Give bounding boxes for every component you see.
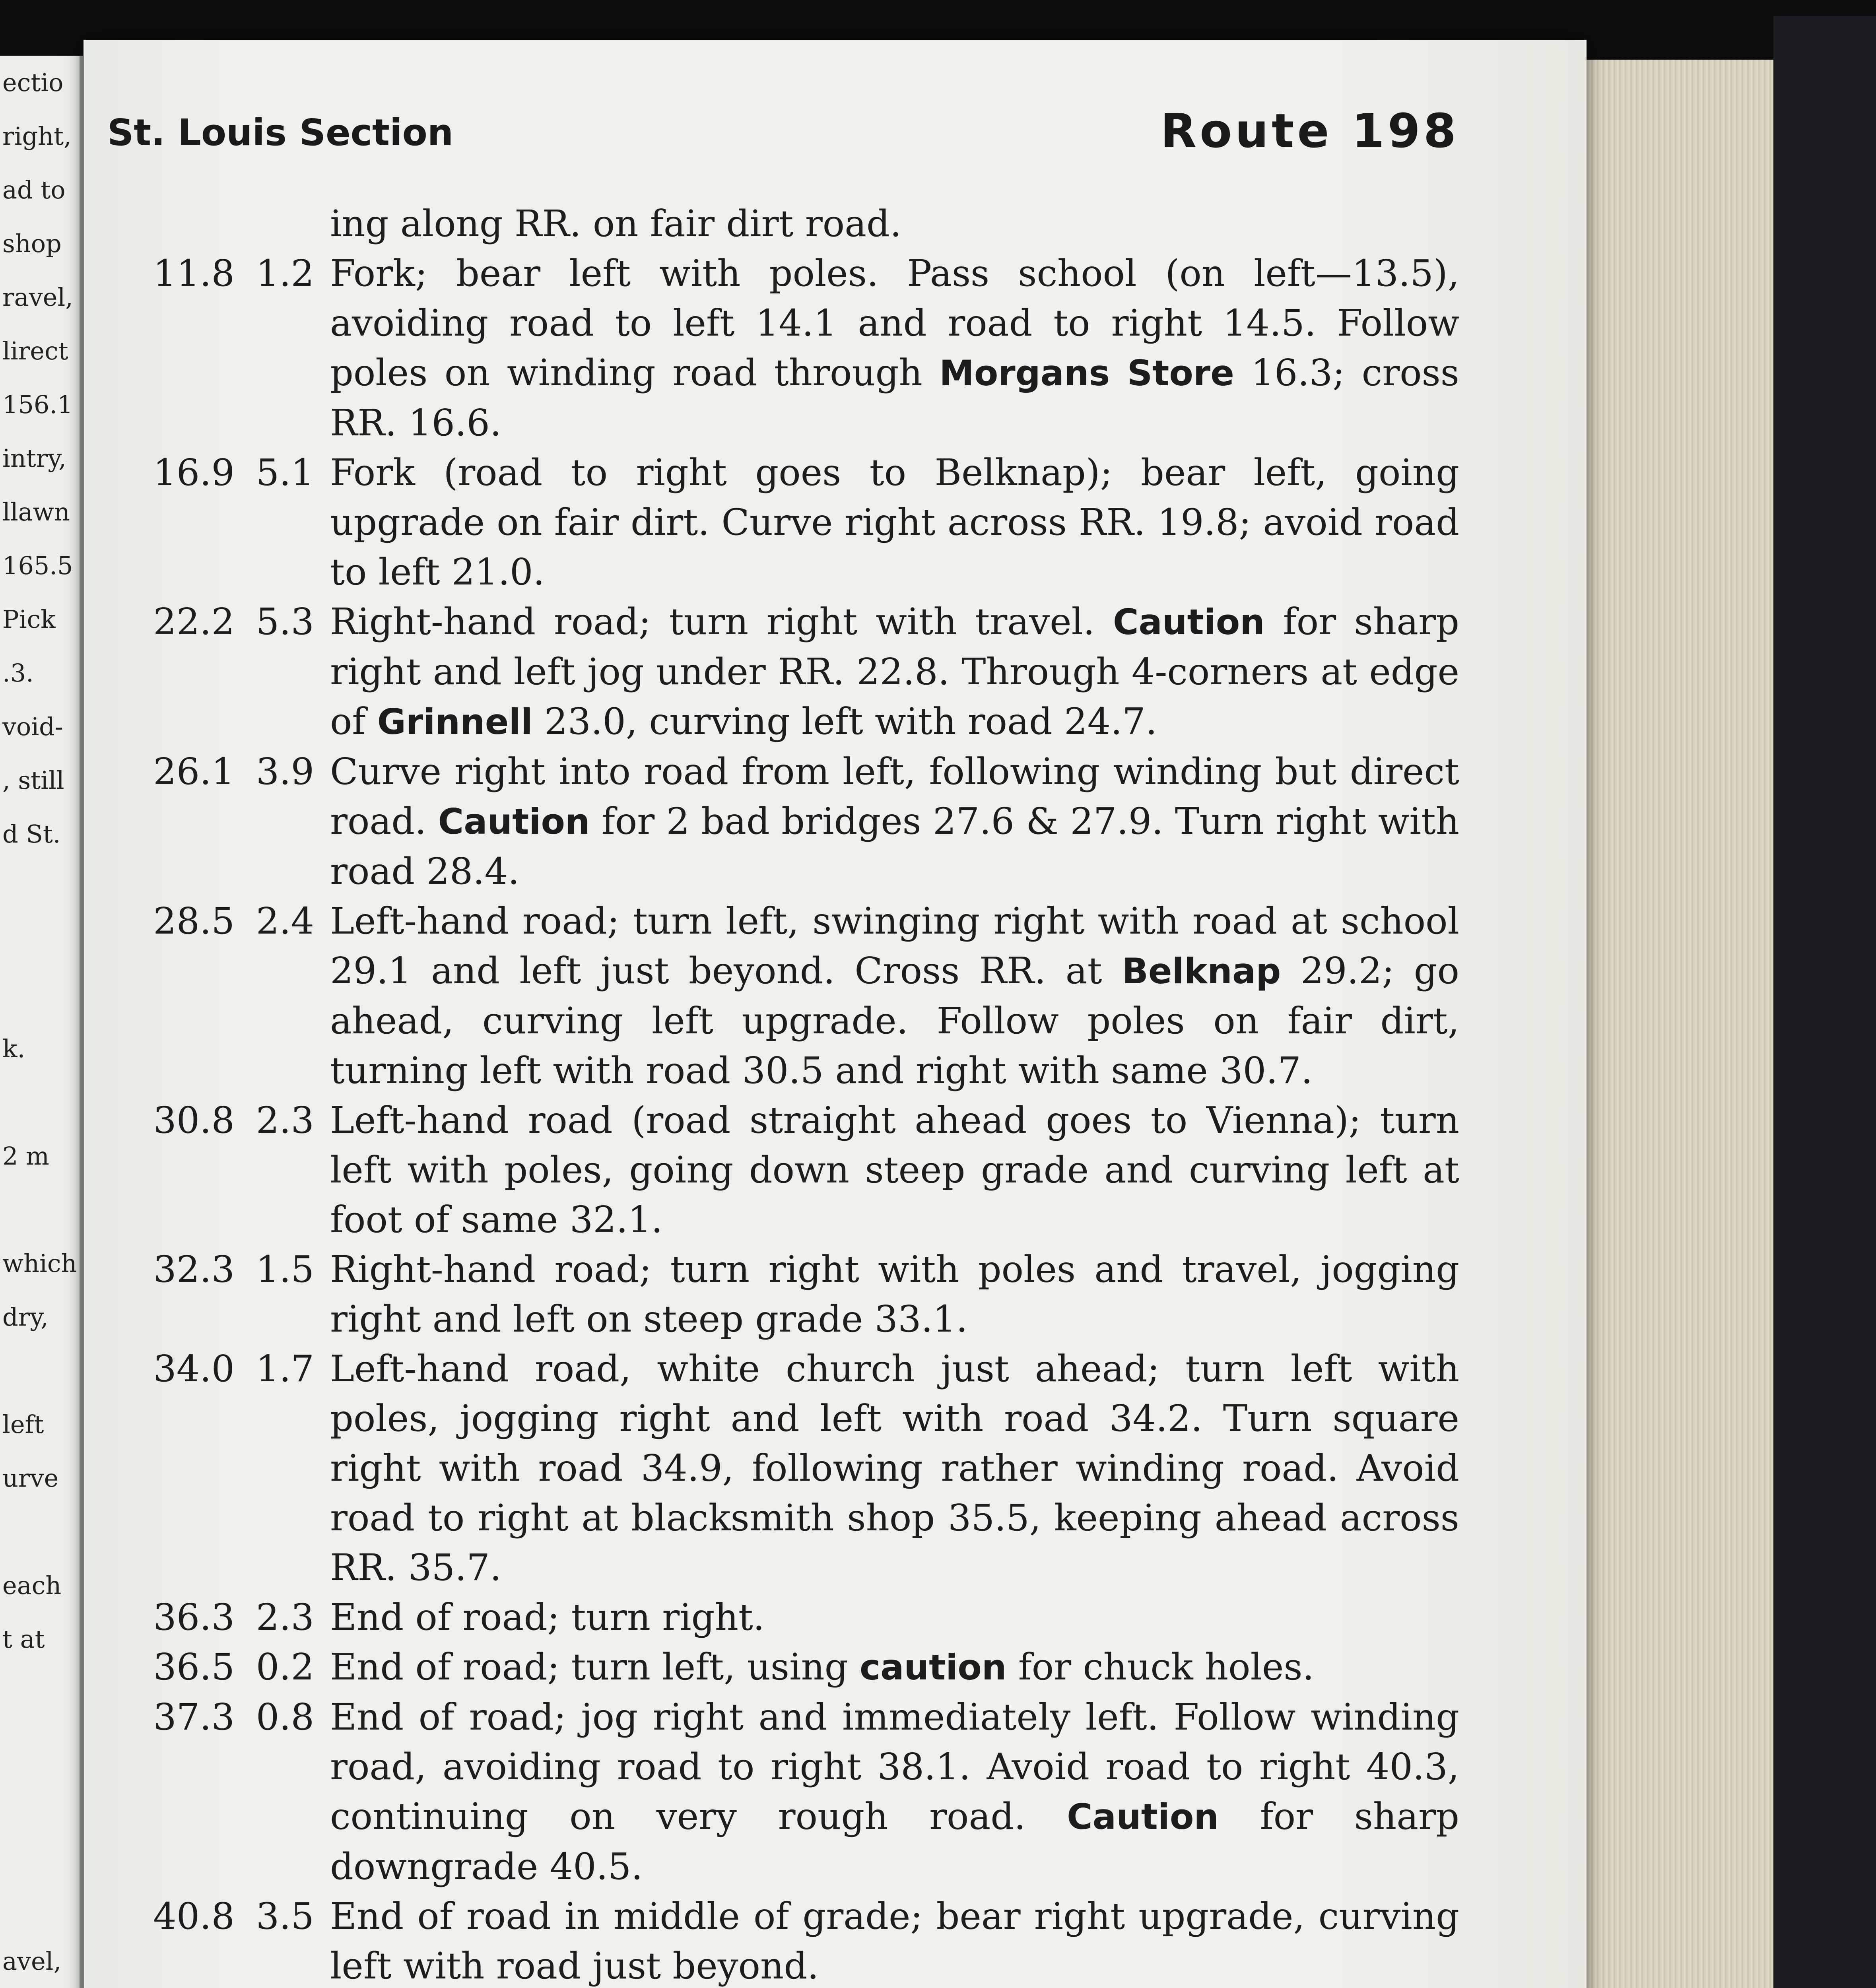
- adjacent-fragment: .3.: [2, 658, 34, 687]
- direction-text: [330, 1692, 1459, 1891]
- interval-mileage: 1.5: [256, 1248, 314, 1291]
- emphasis-text: Caution: [1067, 1796, 1219, 1837]
- route-entry: [95, 1642, 1459, 1692]
- route-entry: [95, 1592, 1459, 1642]
- cumulative-mileage: 34.0: [153, 1347, 235, 1390]
- text-run: Fork (road to right goes to Belknap); bear left, going upgrade on fair dirt. Curve right across RR. 19.8; avoid road to left 21.0.: [330, 451, 1459, 593]
- running-head: [107, 99, 1459, 158]
- emphasis-text: Caution: [1113, 602, 1265, 643]
- adjacent-fragment: [0, 1881, 80, 1934]
- adjacent-fragment: lirect: [2, 336, 68, 365]
- adjacent-fragment: [0, 1666, 80, 1720]
- direction-text: [330, 747, 1459, 896]
- interval-mileage: 1.2: [256, 252, 314, 295]
- interval-mileage: 3.9: [256, 750, 314, 793]
- adjacent-fragment: [0, 1773, 80, 1827]
- route-entry: [95, 1344, 1459, 1592]
- text-run: for sharp right and left jog under RR. 22.8. Through 4-corners at edge of: [330, 600, 1459, 743]
- direction-text: [330, 1891, 1459, 1988]
- adjacent-fragment: shop: [2, 229, 62, 258]
- adjacent-fragment: k.: [2, 1034, 25, 1063]
- text-run: Left-hand road (road straight ahead goes to Vienna); turn left with poles, going down steep grade and curving left at foot of same 32.1.: [330, 1099, 1459, 1241]
- cumulative-mileage: 37.3: [153, 1696, 235, 1738]
- adjacent-fragment: [0, 861, 80, 914]
- route-entries: [95, 199, 1459, 1988]
- route-entry: [95, 248, 1459, 448]
- adjacent-fragment: each: [2, 1571, 62, 1600]
- adjacent-fragment: [0, 1076, 80, 1129]
- adjacent-fragment: avel,: [2, 1947, 62, 1976]
- interval-mileage: 0.8: [256, 1696, 314, 1738]
- cumulative-mileage: 32.3: [153, 1248, 235, 1291]
- direction-text: [330, 1095, 1459, 1244]
- adjacent-fragment: 165.5: [2, 551, 73, 580]
- adjacent-page-fragments: [0, 56, 80, 1988]
- interval-mileage: 2.4: [256, 900, 314, 942]
- text-run: for chuck holes.: [1006, 1646, 1314, 1688]
- route-entry: [95, 1692, 1459, 1891]
- adjacent-fragment: [0, 1720, 80, 1773]
- cumulative-mileage: 30.8: [153, 1099, 235, 1142]
- cumulative-mileage: 22.2: [153, 600, 235, 643]
- adjacent-fragment: t at: [2, 1625, 45, 1654]
- adjacent-page-edge: [0, 56, 83, 1988]
- direction-text: [330, 448, 1459, 597]
- direction-text: [330, 597, 1459, 747]
- direction-text: [330, 1592, 1459, 1642]
- route-title: Route 198: [1160, 103, 1459, 158]
- book-page: [84, 40, 1587, 1988]
- emphasis-text: caution: [859, 1647, 1007, 1688]
- text-run: for sharp downgrade 40.5.: [330, 1795, 1460, 1888]
- adjacent-fragment: ravel,: [2, 283, 73, 312]
- interval-mileage: 2.3: [256, 1099, 314, 1142]
- emphasis-text: Grinnell: [377, 701, 533, 742]
- interval-mileage: 2.3: [256, 1596, 314, 1639]
- adjacent-fragment: 2 m: [2, 1142, 49, 1171]
- cumulative-mileage: 36.3: [153, 1596, 235, 1639]
- adjacent-fragment: [0, 1183, 80, 1237]
- adjacent-fragment: left: [2, 1410, 44, 1439]
- adjacent-fragment: Pick: [2, 605, 56, 634]
- adjacent-fragment: intry,: [2, 444, 66, 473]
- text-run: End of road; turn left, using: [330, 1646, 860, 1688]
- route-entry: [95, 747, 1459, 896]
- route-entry: [95, 448, 1459, 597]
- emphasis-text: Morgans Store: [939, 353, 1234, 394]
- route-entry: [95, 1095, 1459, 1244]
- cumulative-mileage: 28.5: [153, 900, 235, 942]
- direction-text: [330, 1642, 1459, 1692]
- emphasis-text: Belknap: [1121, 951, 1281, 992]
- cumulative-mileage: 11.8: [153, 252, 235, 295]
- text-run: Curve right into road from left, following winding but direct road.: [330, 750, 1459, 843]
- adjacent-fragment: urve: [2, 1464, 59, 1493]
- adjacent-fragment: dry,: [2, 1303, 49, 1332]
- emphasis-text: Caution: [438, 801, 590, 842]
- route-entry: [95, 1244, 1459, 1344]
- adjacent-fragment: [0, 968, 80, 1022]
- direction-text: [330, 1244, 1459, 1344]
- text-run: End of road in middle of grade; bear right upgrade, curving left with road just beyond.: [330, 1895, 1459, 1987]
- adjacent-fragment: 156.1: [2, 390, 73, 419]
- direction-text: [330, 896, 1459, 1095]
- direction-text: [330, 1344, 1459, 1592]
- page-edges: [1583, 60, 1773, 1988]
- section-title: St. Louis Section: [107, 111, 454, 154]
- text-run: 23.0, curving left with road 24.7.: [532, 700, 1157, 743]
- interval-mileage: 3.5: [256, 1895, 314, 1938]
- interval-mileage: 1.7: [256, 1347, 314, 1390]
- interval-mileage: 0.2: [256, 1646, 314, 1688]
- text-run: 16.3; cross RR. 16.6.: [330, 351, 1459, 444]
- adjacent-fragment: [0, 1827, 80, 1881]
- adjacent-fragment: void-: [2, 712, 63, 741]
- adjacent-fragment: [0, 1505, 80, 1559]
- interval-mileage: 5.3: [256, 600, 314, 643]
- interval-mileage: 5.1: [256, 451, 314, 494]
- cumulative-mileage: 40.8: [153, 1895, 235, 1938]
- text-run: Left-hand road, white church just ahead; turn left with poles, jogging right and left with road 34.2. Turn square right with road 34.9, following rather winding road. Avoid road to right at blacksmith shop 35.5, keeping ahead across RR. 35.7.: [330, 1347, 1459, 1589]
- text-run: Right-hand road; turn right with poles and travel, jogging right and left on steep grade 33.1.: [330, 1248, 1459, 1340]
- adjacent-fragment: which: [2, 1249, 77, 1278]
- text-run: 29.2; go ahead, curving left upgrade. Follow poles on fair dirt, turning left with road 30.5 and right with same 30.7.: [330, 949, 1459, 1092]
- cumulative-mileage: 36.5: [153, 1646, 235, 1688]
- text-run: Right-hand road; turn right with travel.: [330, 600, 1113, 643]
- text-run: Fork; bear left with poles. Pass school (on left—13.5), avoiding road to left 14.1 and road to right 14.5. Follow poles on winding road through: [330, 252, 1459, 394]
- adjacent-fragment: ad to: [2, 175, 66, 204]
- adjacent-fragment: [0, 1344, 80, 1398]
- adjacent-fragment: d St.: [2, 819, 61, 848]
- adjacent-fragment: right,: [2, 122, 72, 151]
- text-run: Left-hand road; turn left, swinging right with road at school 29.1 and left just beyond. Cross RR. at: [330, 900, 1459, 992]
- cumulative-mileage: 16.9: [153, 451, 235, 494]
- text-run: End of road; turn right.: [330, 1596, 765, 1639]
- direction-text: [330, 248, 1459, 448]
- route-entry: [95, 896, 1459, 1095]
- route-entry: [95, 1891, 1459, 1988]
- route-entry: [95, 597, 1459, 747]
- cumulative-mileage: 26.1: [153, 750, 235, 793]
- book-cover: [1773, 16, 1876, 1988]
- adjacent-fragment: [0, 914, 80, 968]
- adjacent-fragment: ectio: [2, 68, 64, 97]
- adjacent-fragment: , still: [2, 766, 64, 795]
- text-run: for 2 bad bridges 27.6 & 27.9. Turn right with road 28.4.: [330, 800, 1459, 893]
- text-run: End of road; jog right and immediately left. Follow winding road, avoiding road to right 38.1. Avoid road to right 40.3, continuing on very rough road.: [330, 1696, 1459, 1838]
- adjacent-fragment: llawn: [2, 497, 70, 526]
- continuation-line: ing along RR. on fair dirt road.: [330, 202, 902, 245]
